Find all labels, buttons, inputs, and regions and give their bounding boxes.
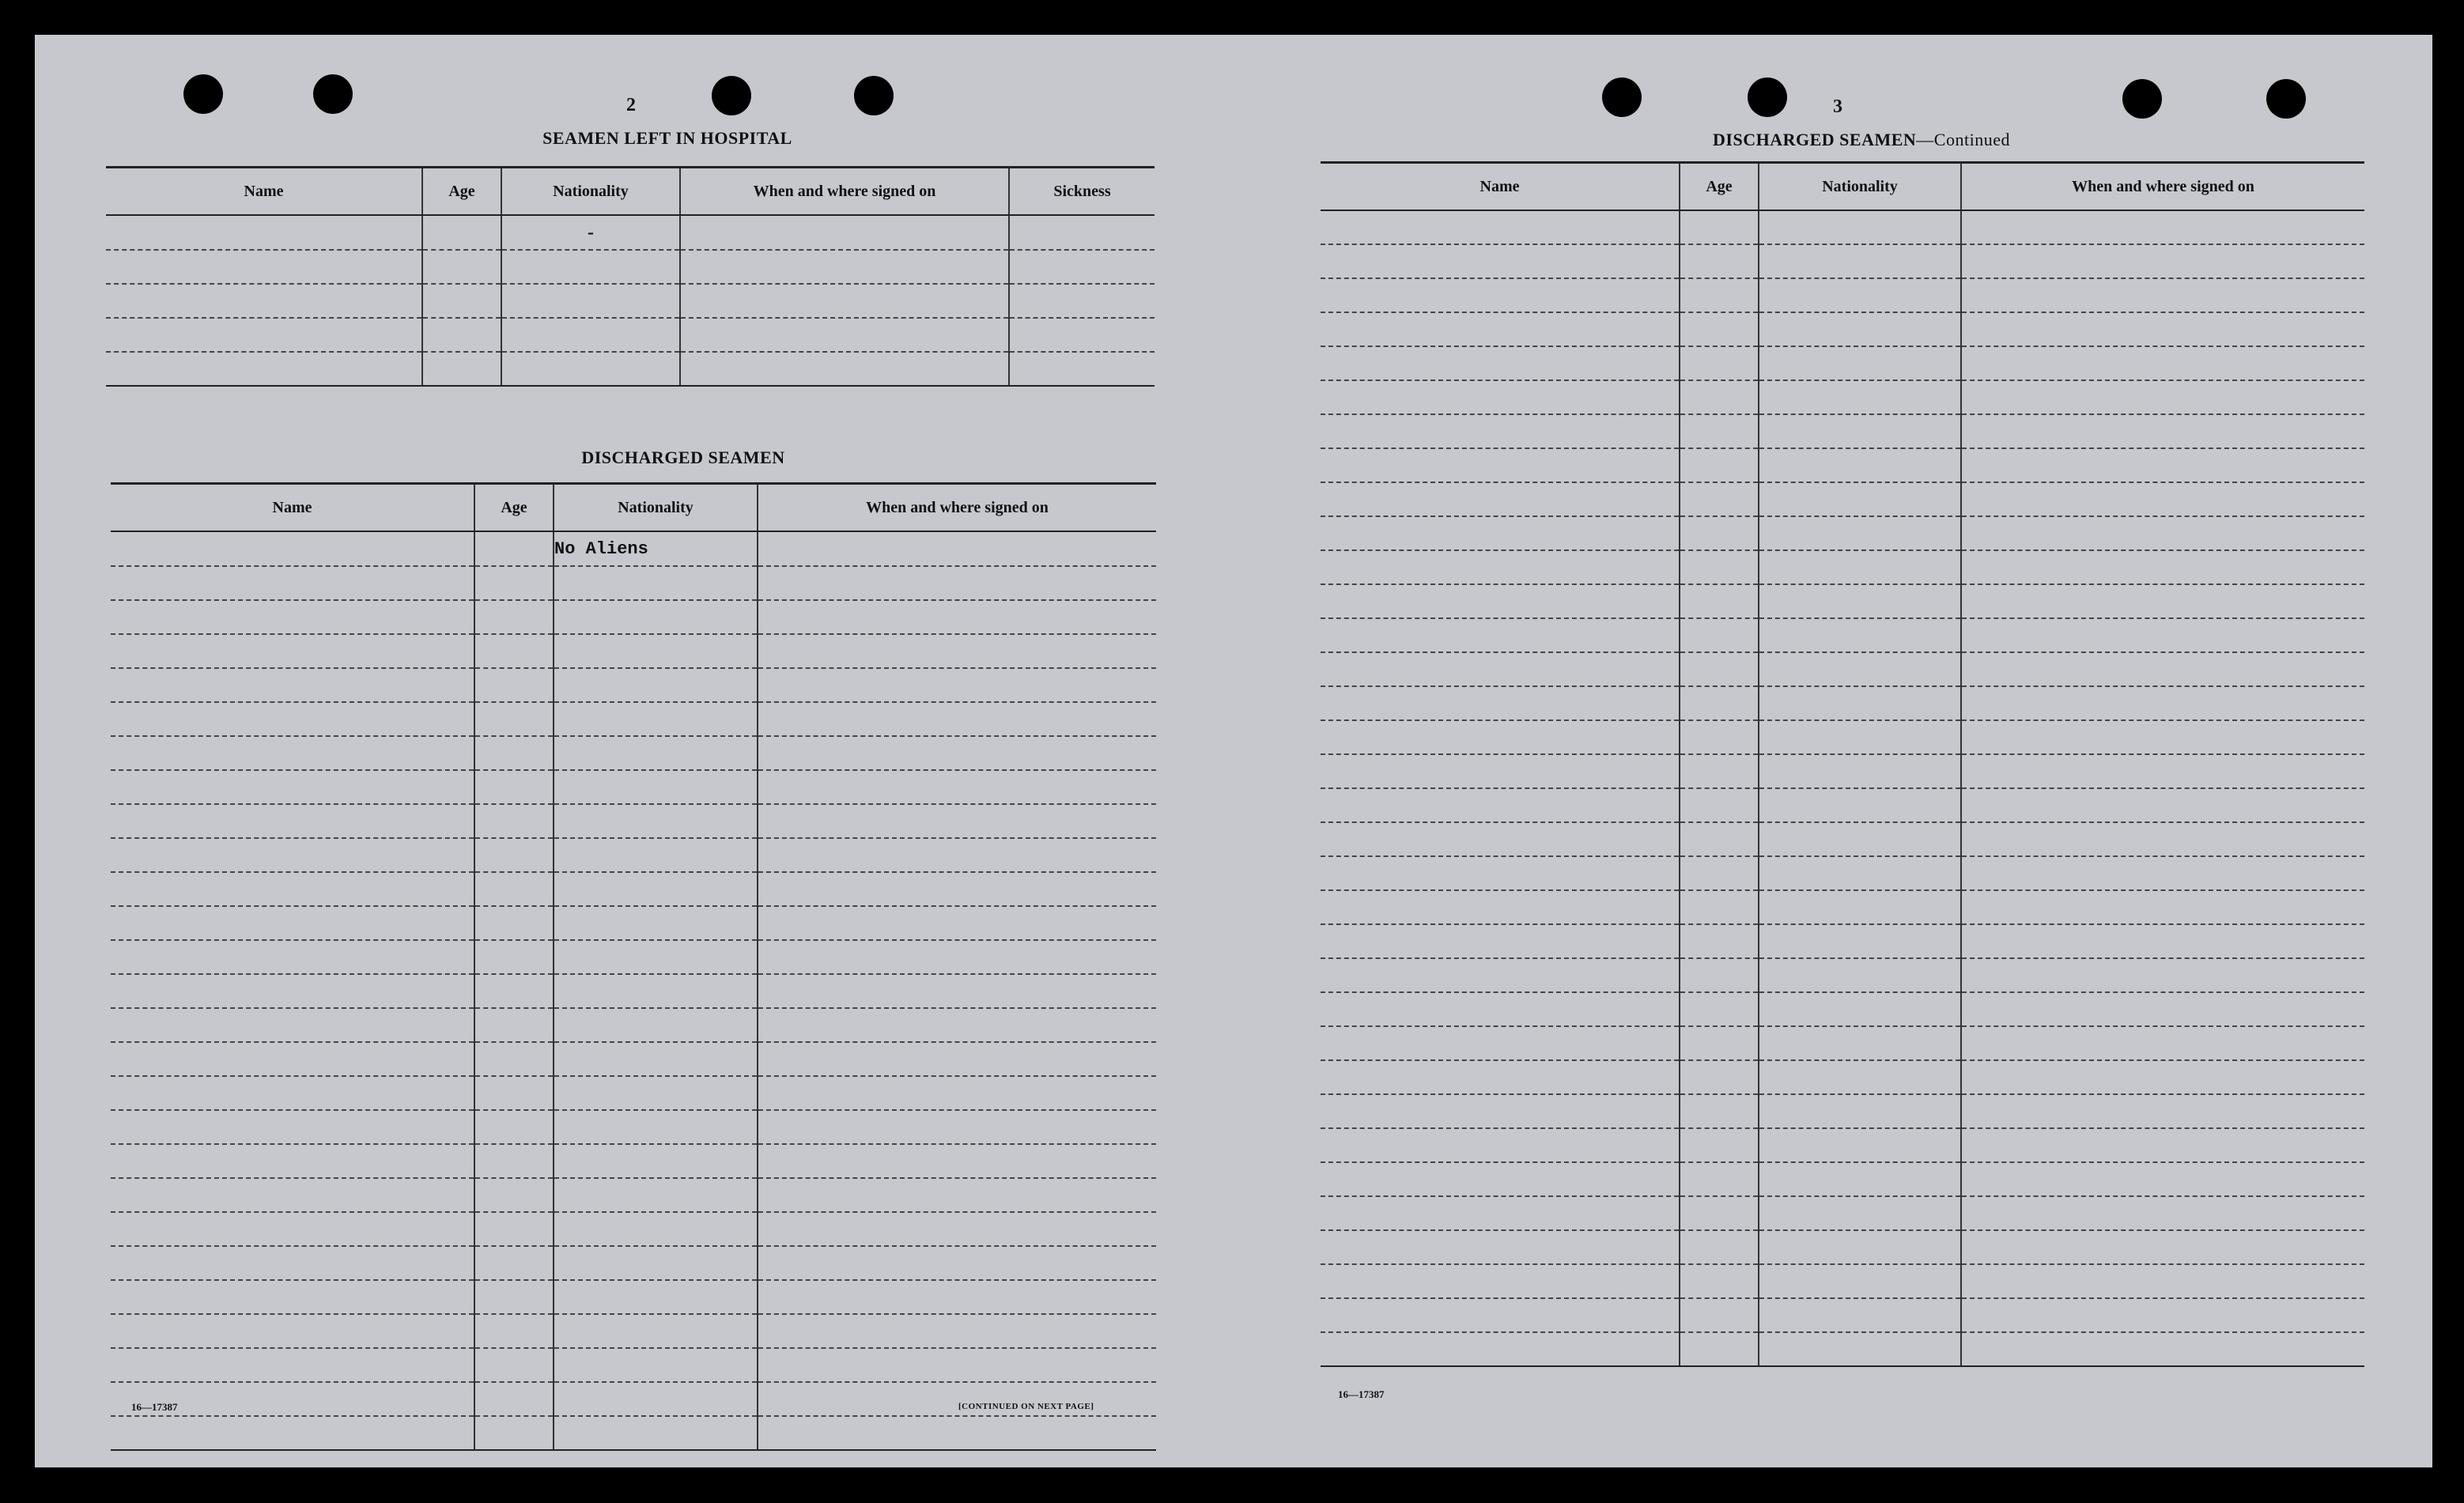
punch-hole [1748, 77, 1787, 117]
hospital-section-title: SEAMEN LEFT IN HOSPITAL [542, 128, 792, 148]
page-number-left: 2 [626, 95, 636, 115]
table-row [1321, 346, 2364, 380]
table-row [1321, 822, 2364, 856]
column-header-name: Name [106, 168, 422, 216]
table-row [111, 1008, 1156, 1042]
table-row [1321, 278, 2364, 312]
table-row [1321, 856, 2364, 890]
punch-hole [183, 74, 223, 114]
dash-mark: - [588, 222, 594, 243]
table-row [111, 906, 1156, 940]
table-row [1321, 686, 2364, 720]
table-row [1321, 482, 2364, 516]
punch-hole [1602, 77, 1642, 117]
table-row [106, 318, 1155, 352]
table-row [1321, 312, 2364, 346]
table-row [1321, 1060, 2364, 1094]
table-row [111, 770, 1156, 804]
continued-note: [CONTINUED ON NEXT PAGE] [958, 1402, 1094, 1411]
table-row [1321, 1264, 2364, 1298]
table-row [111, 668, 1156, 702]
table-row [111, 1110, 1156, 1144]
table-row [1321, 244, 2364, 278]
table-row [111, 1280, 1156, 1314]
table-row [111, 1348, 1156, 1382]
column-header-name: Name [1321, 163, 1680, 211]
table-row [111, 634, 1156, 668]
table-row [1321, 1162, 2364, 1196]
punch-hole [712, 76, 751, 115]
table-row [106, 215, 1155, 250]
table-row [111, 940, 1156, 974]
nationality-entry: No Aliens [554, 531, 758, 566]
form-code-right: 16—17387 [1338, 1388, 1385, 1400]
table-row [1321, 1196, 2364, 1230]
table-row [111, 974, 1156, 1008]
column-header-age: Age [422, 168, 501, 216]
table-row [111, 600, 1156, 634]
column-header-nationality: Nationality [1759, 163, 1961, 211]
table-row [111, 804, 1156, 838]
table-row [1321, 584, 2364, 618]
column-header-nationality: Nationality [501, 168, 680, 216]
table-row [111, 1178, 1156, 1212]
table-row [1321, 992, 2364, 1026]
table-row [106, 284, 1155, 318]
discharged-continued-table [1321, 161, 2364, 1367]
column-header-signed-on: When and where signed on [758, 484, 1156, 532]
table-row [111, 1042, 1156, 1076]
table-row [1321, 1230, 2364, 1264]
continued-suffix: —Continued [1916, 130, 2010, 149]
table-row [1321, 720, 2364, 754]
punch-hole [2122, 79, 2162, 119]
table-row [106, 250, 1155, 284]
table-row [1321, 550, 2364, 584]
table-row [111, 1246, 1156, 1280]
discharged-table [111, 482, 1156, 1451]
punch-hole [854, 76, 894, 115]
table-row [1321, 924, 2364, 958]
column-header-signed-on: When and where signed on [680, 168, 1009, 216]
table-row [111, 1076, 1156, 1110]
column-header-nationality: Nationality [554, 484, 758, 532]
table-row [1321, 890, 2364, 924]
table-row [111, 566, 1156, 600]
table-row [1321, 1332, 2364, 1366]
table-row [1321, 1128, 2364, 1162]
table-row [1321, 958, 2364, 992]
table-row [111, 702, 1156, 736]
punch-hole [313, 74, 353, 114]
table-row [1321, 788, 2364, 822]
table-row [1321, 1094, 2364, 1128]
table-row [1321, 1026, 2364, 1060]
table-row [106, 352, 1155, 386]
table-row [111, 838, 1156, 872]
column-header-signed-on: When and where signed on [1961, 163, 2364, 211]
column-header-sickness: Sickness [1009, 168, 1155, 216]
table-row [111, 1416, 1156, 1450]
table-row [1321, 652, 2364, 686]
column-header-age: Age [474, 484, 554, 532]
form-code-left: 16—17387 [131, 1401, 178, 1413]
table-row [111, 1212, 1156, 1246]
discharged-section-title: DISCHARGED SEAMEN [581, 448, 785, 467]
table-row [1321, 448, 2364, 482]
table-row [1321, 754, 2364, 788]
discharged-continued-title [1600, 130, 2122, 150]
table-row [111, 531, 1156, 566]
column-header-age: Age [1680, 163, 1759, 211]
table-row [111, 1314, 1156, 1348]
table-row [1321, 1298, 2364, 1332]
punch-hole [2266, 79, 2306, 119]
document-sheet [35, 35, 2432, 1467]
table-row [111, 1144, 1156, 1178]
table-row [111, 872, 1156, 906]
table-row [1321, 414, 2364, 448]
table-row [1321, 380, 2364, 414]
table-row [1321, 618, 2364, 652]
column-header-name: Name [111, 484, 474, 532]
table-row [111, 736, 1156, 770]
hospital-table [106, 166, 1155, 387]
discharged-continued-title-main: DISCHARGED SEAMEN [1713, 130, 1917, 149]
table-row [1321, 516, 2364, 550]
page-number-right: 3 [1833, 96, 1842, 117]
table-row [1321, 210, 2364, 244]
